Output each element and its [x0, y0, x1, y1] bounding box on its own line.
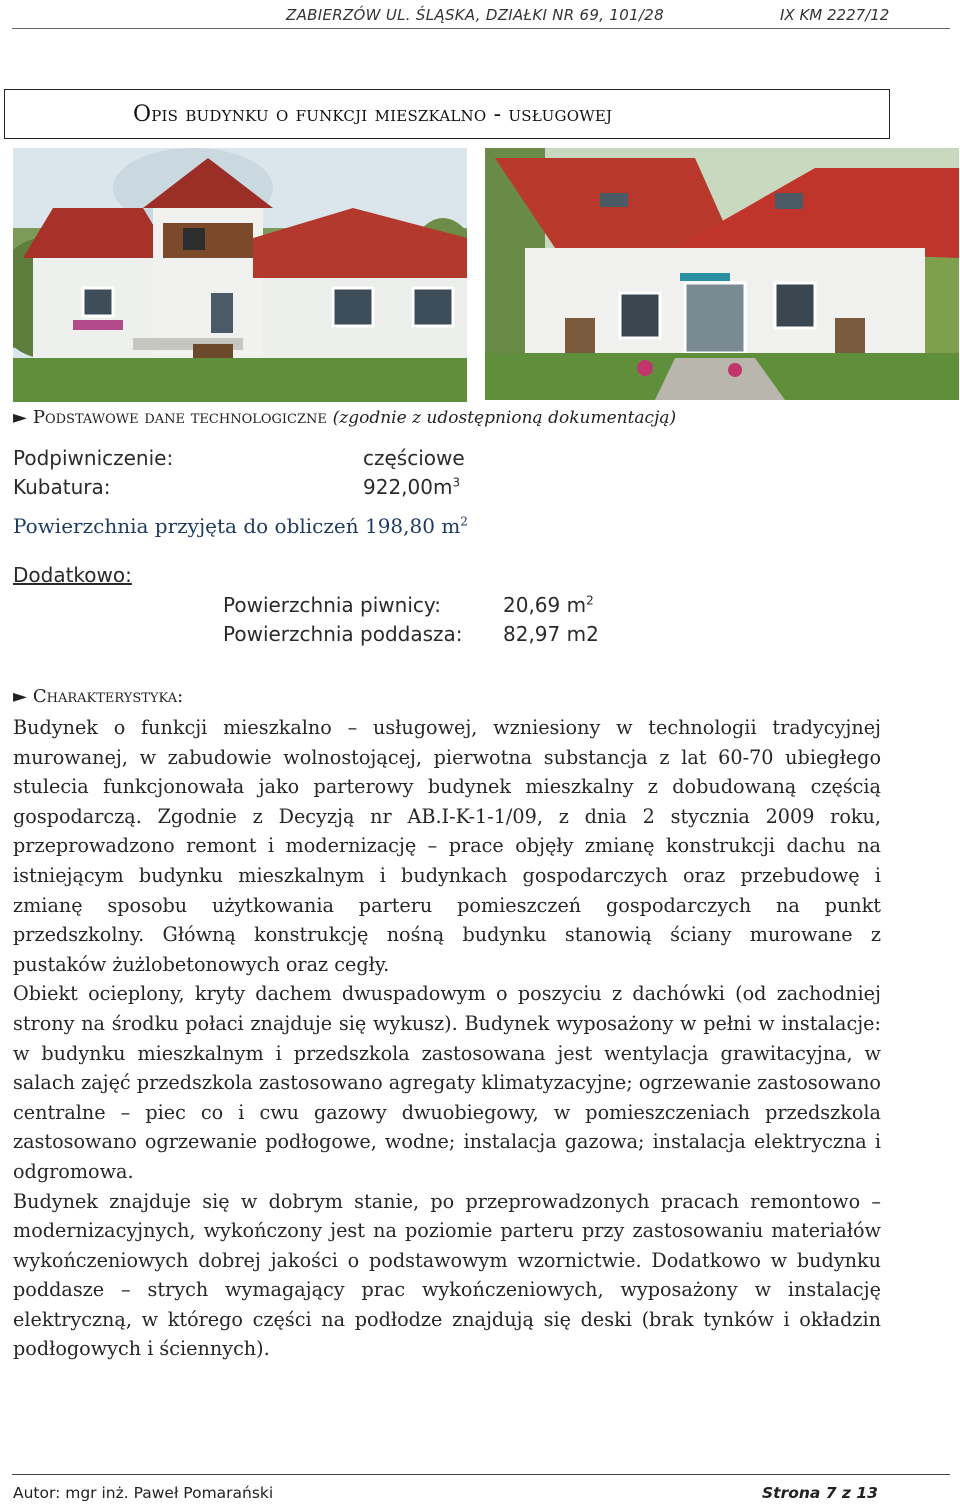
footer-author: Autor: mgr inż. Paweł Pomarański: [13, 1484, 274, 1502]
page-title: Opis budynku o funkcji mieszkalno - usługowej: [133, 102, 613, 127]
characteristics-text: [13, 713, 881, 1364]
header-land-register: IX KM 2227/12: [780, 6, 890, 24]
volume-label: Kubatura:: [13, 475, 111, 499]
characteristics-paragraph: Obiekt ocieplony, kryty dachem dwuspadowym o poszyciu z dachówki (od zachodniej strony na środku połaci znajduje się wykusz). Budynek wyposażony w pełni w instalacje: w budynku mieszkalnym i przedszkola zastosowana jest wentylacja grawitacyjna, w salach zajęć przedszkola zastosowano agregaty klimatyzacyjne; ogrzewanie zastosowano centralne – piec co i cwu gazowy dwuobiegowy, w pomieszczeniach przedszkola zastosowano ogrzewanie podłogowe, wodne; instalacja gazowa; instalacja elektryczna i odgromowa.: [13, 982, 881, 1183]
basement-value: częściowe: [363, 446, 465, 470]
building-photo-kindergarten: [485, 148, 959, 400]
building-photo-residential: [13, 148, 467, 402]
title-box: [4, 89, 890, 139]
characteristics-paragraph: Budynek znajduje się w dobrym stanie, po przeprowadzonych pracach remontowo – modernizacyjnych, wykończony jest na poziomie parteru przy zastosowaniu materiałów wykończeniowych dobrej jakości o podstawowym wzornictwie. Dodatkowo w budynku poddasze – strych wymagający prac wykończeniowych, wyposażony w instalację elektryczną, w którego części na podłodze znajdują się deski (brak tynków i okładzin podłogowych i ściennych).: [13, 1189, 881, 1361]
footer-divider: [12, 1474, 950, 1475]
additional-label: Dodatkowo:: [13, 563, 132, 587]
cellar-area-label: Powierzchnia piwnicy:: [223, 593, 441, 617]
basic-data-heading: ► Podstawowe dane technologiczne (zgodnie z udostępnioną dokumentacją): [13, 407, 677, 428]
characteristics-paragraph: Budynek o funkcji mieszkalno – usługowej, wzniesiony w technologii tradycyjnej murowanej, w zabudowie wolnostojącej, pierwotna substancja z lat 60-70 ubiegłego stulecia funkcjonowała jako parterowy budynek mieszkalny z dobudowaną częścią gospodarczą. Zgodnie z Decyzją nr AB.I-K-1-1/09, z dnia 2 stycznia 2009 roku, przeprowadzono remont i modernizację – prace objęły zmianę konstrukcji dachu na istniejącym budynku mieszkalnym i budynkach gospodarczych oraz przebudowę i zmianę sposobu użytkowania parteru pomieszczeń gospodarczych na punkt przedszkolny. Główną konstrukcję nośną budynku stanowią ściany murowane z pustaków żużlobetonowych oraz cegły.: [13, 716, 881, 976]
header-address: ZABIERZÓW UL. ŚLĄSKA, DZIAŁKI NR 69, 101/28: [286, 6, 664, 24]
page-header: [0, 2, 960, 30]
attic-area-value: 82,97 m2: [503, 622, 599, 646]
header-divider: [12, 28, 950, 29]
calculation-area: Powierzchnia przyjęta do obliczeń 198,80 $m^2$: [13, 514, 468, 538]
cellar-area-value: 20,69 $m^2$: [503, 593, 594, 617]
basement-label: Podpiwniczenie:: [13, 446, 174, 470]
triangle-bullet-icon: ►: [13, 686, 27, 707]
volume-value: $922,00m^3$: [363, 475, 461, 499]
characteristics-heading: ► Charakterystyka:: [13, 686, 184, 707]
attic-area-label: Powierzchnia poddasza:: [223, 622, 463, 646]
triangle-bullet-icon: ►: [13, 407, 27, 428]
basic-data-note: (zgodnie z udostępnioną dokumentacją): [332, 408, 677, 428]
footer-page-number: Strona 7 z 13: [762, 1484, 878, 1502]
